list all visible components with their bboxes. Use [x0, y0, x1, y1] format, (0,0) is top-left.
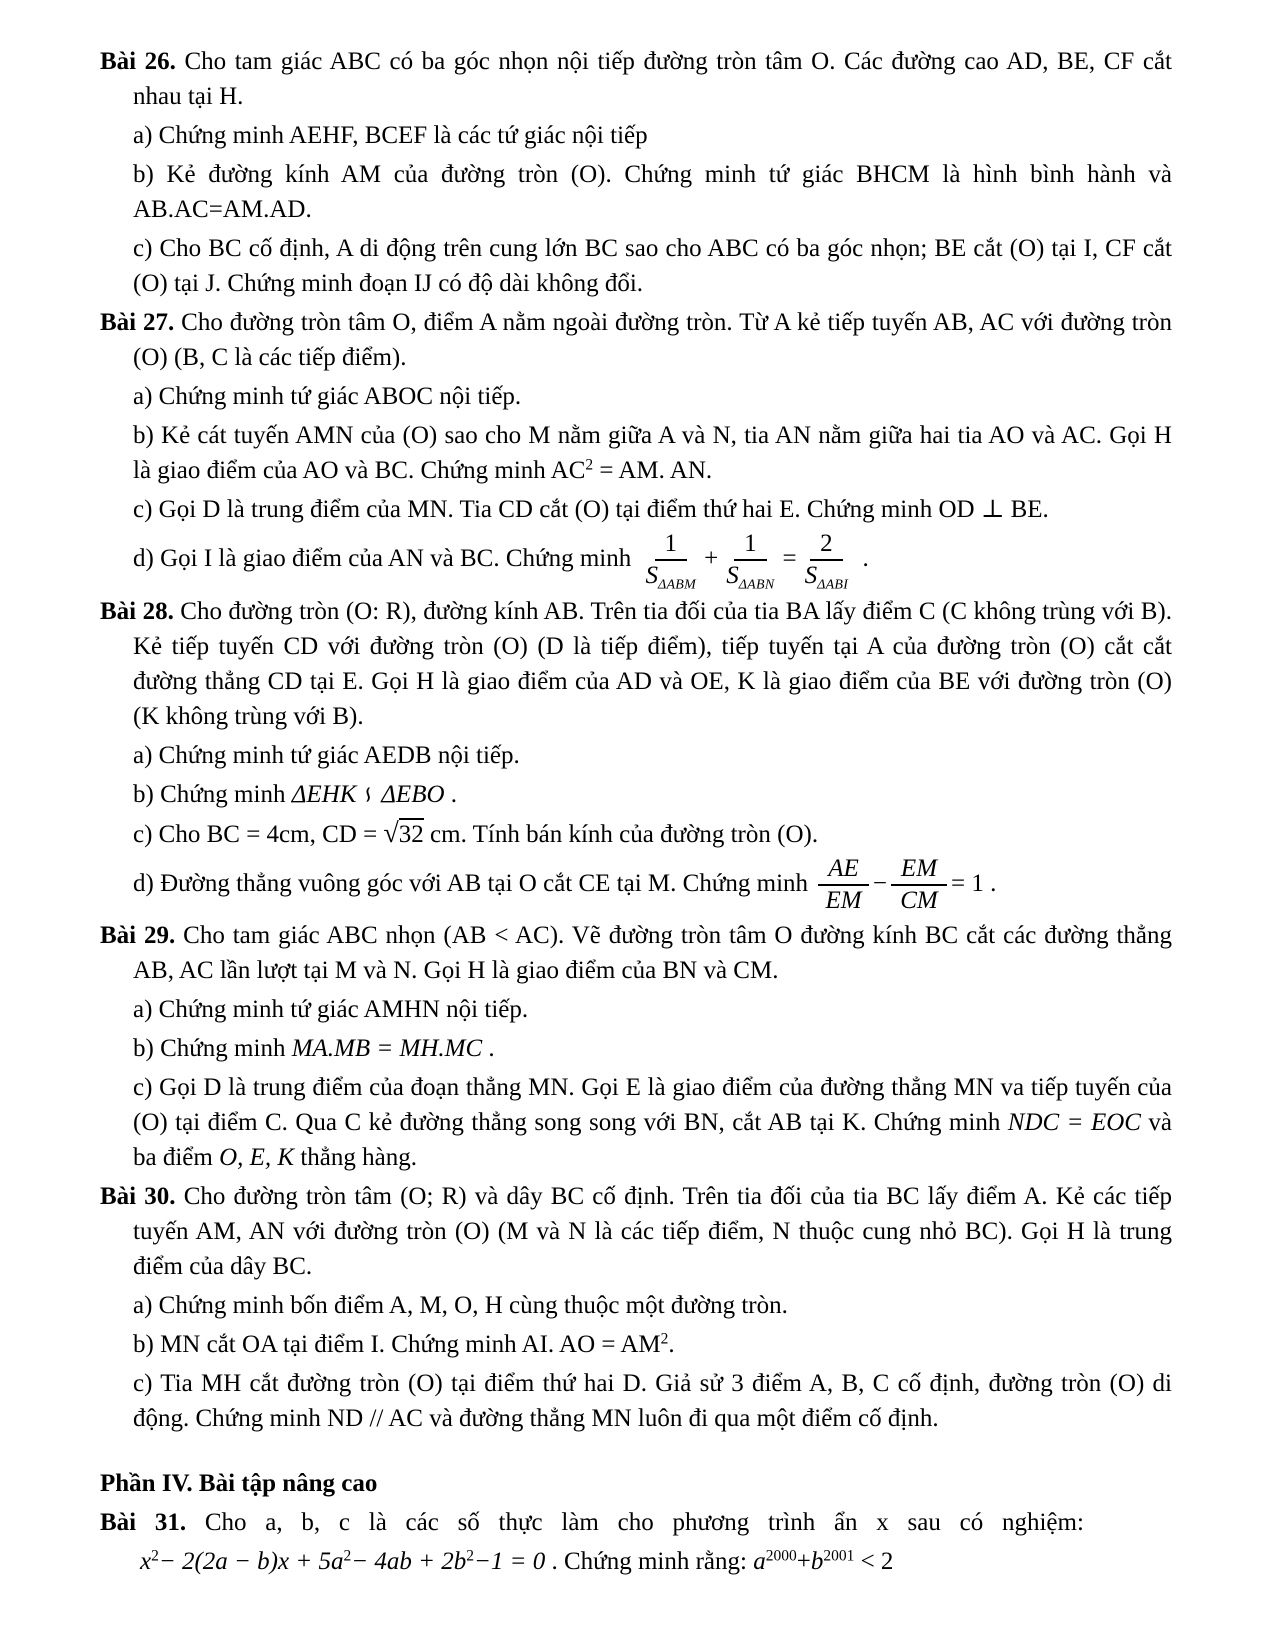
section-heading-part-iv [100, 1466, 1172, 1501]
text-run: 2 [466, 1547, 474, 1565]
text-run: Cho đường tròn tâm (O; R) và dây BC cố định. Trên tia đối của tia BC lấy điểm A. Kẻ các tiếp tuyến AM, AN với đường tròn (O) (M và N là các tiếp điểm, N thuộc cung nhỏ BC). Gọi H là trung điểm của dây BC. [133, 1183, 1172, 1280]
problem-27-item-d [100, 530, 1172, 593]
text-run: S [645, 562, 658, 590]
fraction-denominator [641, 561, 700, 593]
fraction-denominator [821, 886, 865, 914]
text-run: Cho a, b, c là các số thực làm cho phương trình ẩn x sau có nghiệm: [186, 1509, 1084, 1536]
text-run: c) Gọi D là trung điểm của MN. Tia CD cắt (O) tại điểm thứ hai E. Chứng minh OD ⊥ BE. [133, 496, 1049, 523]
text-run: ΔABI [817, 577, 849, 593]
radical-sign: √ [383, 817, 399, 849]
problem-29-item-a [100, 992, 1172, 1027]
fraction-denominator [896, 886, 942, 914]
text-run: Bài 30. [100, 1183, 176, 1210]
text-run: b) MN cắt OA tại điểm I. Chứng minh AI. AO = AM [133, 1331, 661, 1358]
text-run: a [753, 1548, 766, 1575]
text-run: Bài 31. [100, 1509, 187, 1536]
text-run: ΔABM [657, 577, 697, 593]
radicand: 32 [399, 818, 424, 848]
text-run: Bài 27. [100, 309, 175, 336]
text-run: c) Tia MH cắt đường tròn (O) tại điểm thứ hai D. Giả sử 3 điểm A, B, C cố định, đường tròn (O) di động. Chứng minh ND // AC và đường thẳng MN luôn đi qua một điểm cố định. [133, 1370, 1172, 1432]
problem-29-item-b [100, 1031, 1172, 1066]
text-run: = AM. AN. [593, 457, 713, 484]
text-run: thẳng hàng. [294, 1144, 417, 1171]
text-run: ΔABN [738, 577, 775, 593]
problem-30-item-c [100, 1366, 1172, 1436]
text-run: a) Chứng minh tứ giác ABOC nội tiếp. [133, 383, 522, 410]
fraction-denominator [801, 561, 853, 593]
fraction-numerator [810, 531, 843, 561]
text-run: Bài 28. [100, 597, 174, 625]
document-content [100, 44, 1172, 1579]
text-run: S [726, 562, 739, 590]
text-run: MA.MB = MH.MC [291, 1035, 483, 1062]
problem-30-item-a [100, 1288, 1172, 1323]
text-run: = [782, 544, 797, 572]
text-run: 1 [664, 530, 678, 557]
problem-30-item-b [100, 1327, 1172, 1362]
text-run: a) Chứng minh bốn điểm A, M, O, H cùng thuộc một đường tròn. [133, 1292, 788, 1319]
similarity-symbol: ∽ [356, 784, 382, 804]
text-run: Cho tam giác ABC nhọn (AB < AC). Vẽ đường tròn tâm O đường kính BC cắt các đường thẳng AB, AC lần lượt tại M và N. Gọi H là giao điểm của BN và CM. [133, 922, 1172, 984]
text-run: O, E, K [219, 1144, 295, 1171]
problem-27-item-b [100, 418, 1172, 488]
problem-29-statement [100, 918, 1172, 988]
text-run: Cho đường tròn tâm O, điểm A nằm ngoài đường tròn. Từ A kẻ tiếp tuyến AB, AC với đường tròn (O) (B, C là các tiếp điểm). [133, 309, 1172, 371]
problem-28-item-c [100, 816, 1172, 852]
problem-28-statement [100, 594, 1172, 734]
text-run: d) Đường thẳng vuông góc với AB tại O cắt CE tại M. Chứng minh [133, 869, 815, 897]
text-run: ΔEBO [381, 780, 445, 808]
text-run: Cho tam giác ABC có ba góc nhọn nội tiếp đường tròn tâm O. Các đường cao AD, BE, CF cắt nhau tại H. [133, 48, 1172, 110]
problem-27-item-c [100, 492, 1172, 527]
text-run: cm. Tính bán kính của đường tròn (O). [423, 820, 819, 848]
text-run: . [482, 1035, 495, 1062]
fraction [641, 530, 700, 593]
text-run: 2 [151, 1547, 159, 1565]
text-run: 2 [343, 1547, 352, 1565]
text-run: c) Cho BC cố định, A di động trên cung lớn BC sao cho ABC có ba góc nhọn; BE cắt (O) tại I, CF cắt (O) tại J. Chứng minh đoạn IJ có độ dài không đổi. [133, 235, 1172, 297]
problem-31-equation [100, 1544, 1172, 1579]
problem-30-statement [100, 1179, 1172, 1284]
fraction-numerator [655, 531, 688, 561]
fraction-numerator [734, 531, 767, 561]
text-run: EM [825, 886, 862, 914]
text-run: + [796, 1548, 811, 1575]
problem-29-item-c [100, 1070, 1172, 1175]
square-root [383, 817, 424, 849]
text-run: −1 = 0 [473, 1548, 546, 1575]
text-run: CM [900, 886, 938, 914]
text-run: . [444, 780, 458, 808]
text-run: b) Kẻ đường kính AM của đường tròn (O). Chứng minh tứ giác BHCM là hình bình hành và AB.AC=AM.AD. [133, 161, 1172, 223]
fraction-numerator [818, 856, 869, 886]
text-run: EM [900, 854, 938, 882]
problem-27-statement [100, 305, 1172, 375]
problem-26-item-c [100, 231, 1172, 301]
text-run: 2001 [823, 1547, 855, 1565]
text-run: − [872, 869, 887, 897]
text-run: . Chứng minh rằng: [545, 1548, 754, 1575]
text-run: 2 [585, 456, 594, 474]
text-run: < 2 [854, 1548, 894, 1575]
text-run: + [704, 544, 719, 572]
text-run: x [140, 1548, 152, 1575]
text-run: ΔEHK [291, 780, 357, 808]
text-run: a) Chứng minh tứ giác AMHN nội tiếp. [133, 996, 529, 1023]
problem-31-statement [100, 1505, 1172, 1540]
problem-26-statement [100, 44, 1172, 114]
problem-27-item-a [100, 379, 1172, 414]
text-run: d) Gọi I là giao điểm của AN và BC. Chứng minh [133, 544, 638, 572]
text-run: a) Chứng minh tứ giác AEDB nội tiếp. [133, 741, 520, 769]
problem-28-item-b [100, 777, 1172, 812]
text-run: S [804, 562, 818, 590]
fraction-denominator [722, 561, 778, 593]
text-run: − 2(2a − b)x + 5a [158, 1548, 344, 1575]
problem-26-item-b [100, 157, 1172, 227]
text-run: Cho đường tròn (O: R), đường kính AB. Trên tia đối của tia BA lấy điểm C (C không trùng với B). Kẻ tiếp tuyến CD với đường tròn (O) (D là tiếp điểm), tiếp tuyến tại A của đường tròn (O) cắt cắt đường thẳng CD tại E. Gọi H là giao điểm của AD và OE, K là giao điểm của BE với đường tròn (O) (K không trùng với B). [133, 597, 1173, 730]
fraction [801, 530, 853, 593]
problem-26-item-a [100, 118, 1172, 153]
text-run: = 1 . [951, 869, 997, 897]
text-run: c) Gọi D là trung điểm của đoạn thẳng MN. Gọi E là giao điểm của đường thẳng MN va tiếp tuyến của (O) tại điểm C. Qua C kẻ đường thẳng song song với BN, cắt AB tại K. Chứng minh [133, 1074, 1172, 1136]
fraction [891, 856, 947, 915]
fraction [818, 856, 869, 915]
text-run: Phần IV. Bài tập nâng cao [100, 1470, 378, 1497]
text-run: 2000 [765, 1547, 797, 1565]
text-run: 2 [820, 530, 833, 557]
fraction-numerator [891, 856, 947, 886]
problem-28-item-a [100, 738, 1172, 773]
text-run: AE [828, 854, 859, 882]
text-run: − 4ab + 2b [351, 1548, 467, 1575]
text-run: b) Kẻ cát tuyến AMN của (O) sao cho M nằm giữa A và N, tia AN nằm giữa hai tia AO và AC. Gọi H là giao điểm của AO và BC. Chứng minh AC [133, 422, 1172, 484]
text-run: a) Chứng minh AEHF, BCEF là các tứ giác nội tiếp [133, 122, 648, 149]
text-run: c) Cho BC = 4cm, CD = [133, 820, 384, 848]
text-run: 2 [660, 1330, 669, 1348]
text-run: . [856, 544, 869, 572]
fraction [722, 530, 778, 593]
text-run: và ba điểm [133, 1109, 1172, 1171]
text-run: NDC = EOC [1007, 1109, 1141, 1136]
text-run: . [668, 1331, 675, 1358]
text-run: b) Chứng minh [133, 1035, 292, 1062]
text-run: Bài 29. [100, 922, 176, 949]
text-run: b) Chứng minh [133, 780, 292, 808]
text-run: Bài 26. [100, 48, 176, 75]
problem-28-item-d [100, 856, 1172, 915]
text-run: b [810, 1548, 824, 1575]
text-run: 1 [744, 530, 757, 557]
